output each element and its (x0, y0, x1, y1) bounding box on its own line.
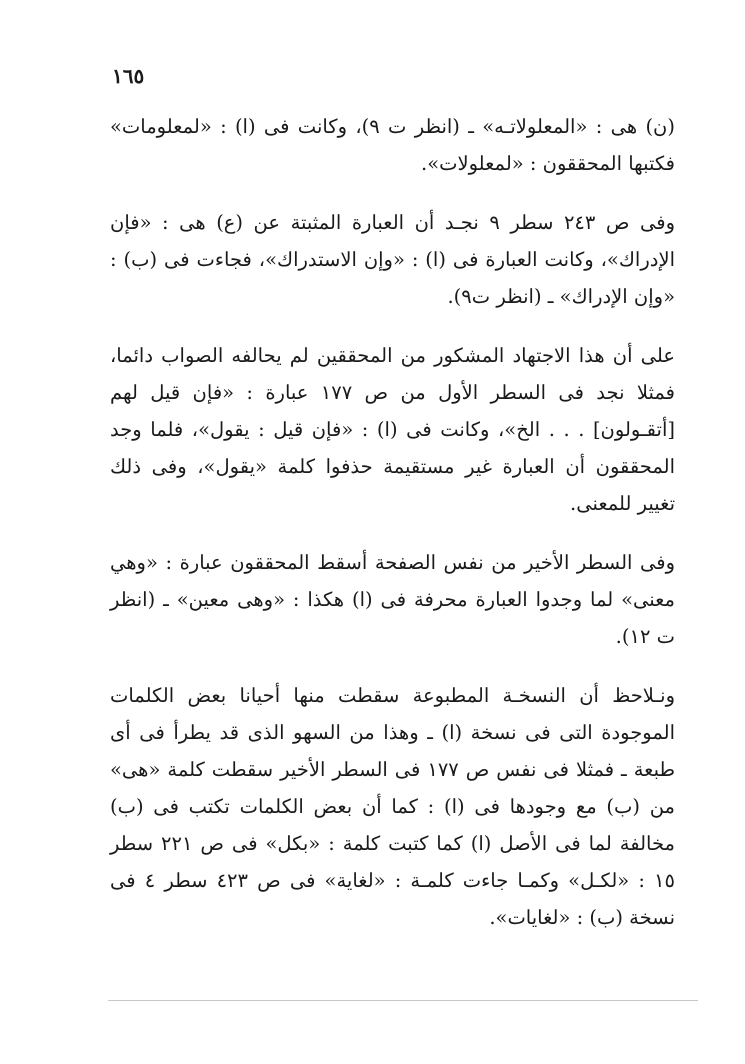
footer-rule (108, 1000, 698, 1001)
paragraph-1: (ن) هى : «المعلولاتـه» ـ (انظر ت ٩)، وكانت فى (ا) : «لمعلومات» فكتبها المحققون : «لمعلولات». (110, 115, 675, 175)
page-body (110, 108, 675, 958)
page-number: ١٦٥ (112, 64, 145, 88)
paragraph-5: ونـلاحظ أن النسخـة المطبوعة سقطت منها أحيانا بعض الكلمات الموجودة التى فى نسخة (ا) ـ وهذا من السهو الذى قد يطرأ فى أى طبعة ـ فمثلا فى نفس ص ١٧٧ فى السطر الأخير سقطت كلمة «هى» من (ب) مع وجودها فى (ا) : كما أن بعض الكلمات تكتب فى (ب) مخالفة لما فى الأصل (ا) كما كتبت كلمة : «بكل» فى ص ٢٢١ سطر ١٥ : «لكـل» وكمـا جاءت كلمـة : «لغاية» فى ص ٤٢٣ سطر ٤ فى نسخة (ب) : «لغايات». (110, 684, 675, 929)
paragraph-4: وفى السطر الأخير من نفس الصفحة أسقط المحققون عبارة : «وهي معنى» لما وجدوا العبارة محرفة فى (ا) هكذا : «وهى معين» ـ (انظر ت ١٢). (110, 551, 675, 648)
paragraph-2: وفى ص ٢٤٣ سطر ٩ نجـد أن العبارة المثبتة عن (ع) هى : «فإن الإدراك»، وكانت العبارة فى (ا) : «وإن الاستدراك»، فجاءت فى (ب) : «وإن الإدراك» ـ (انظر ت٩). (110, 211, 675, 308)
paragraph-3: على أن هذا الاجتهاد المشكور من المحققين لم يحالفه الصواب دائما، فمثلا نجد فى السطر الأول من ص ١٧٧ عبارة : «فإن قيل لهم [أتقـولون] . . . الخ»، وكانت فى (ا) : «فإن قيل : يقول»، فلما وجد المحققون أن العبارة غير مستقيمة حذفوا كلمة «يقول»، وفى ذلك تغيير للمعنى. (110, 344, 675, 515)
